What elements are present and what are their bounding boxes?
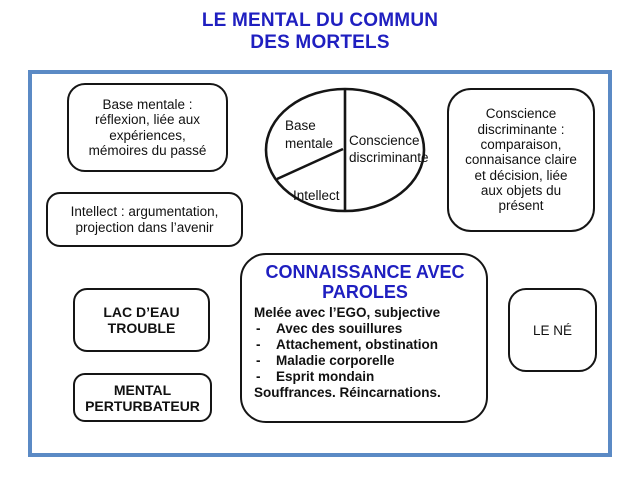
bullet-item xyxy=(254,321,476,337)
box-le-ne xyxy=(508,288,597,372)
bullet-item xyxy=(254,353,476,369)
bullet-text: Avec des souillures xyxy=(276,321,403,336)
pie-label-base-mentale: Base xyxy=(285,118,316,133)
box-conscience-line: comparaison, xyxy=(480,137,562,153)
box-base-mentale-line: Base mentale : xyxy=(102,96,193,112)
bullet-item xyxy=(254,337,476,353)
pie-divider-diagonal xyxy=(277,149,343,179)
box-mental-perturbateur xyxy=(73,373,212,422)
box-conscience-line: connaisance claire xyxy=(465,152,577,168)
box-connaissance-outro: Souffrances. Réincarnations. xyxy=(254,385,441,400)
box-intellect-line: Intellect : argumentation, xyxy=(70,204,219,219)
bullet-text: Esprit mondain xyxy=(276,369,375,384)
bullet-item xyxy=(254,369,476,385)
box-base-mentale-line: expériences, xyxy=(109,127,186,143)
box-connaissance-body xyxy=(254,305,476,401)
box-connaissance-title xyxy=(254,262,476,302)
box-conscience-line: présent xyxy=(498,198,544,214)
box-le-ne-label: LE NÉ xyxy=(532,322,573,338)
slide-title-line1: LE MENTAL DU COMMUN xyxy=(201,10,439,31)
box-conscience-line: Conscience xyxy=(485,106,557,122)
pie-label-conscience: discriminante xyxy=(349,150,429,165)
box-mental-line: MENTAL xyxy=(113,381,172,398)
box-base-mentale xyxy=(67,83,228,172)
bullet-text: Attachement, obstination xyxy=(276,337,439,352)
box-lac-line: TROUBLE xyxy=(107,320,176,336)
box-conscience-line: aux objets du xyxy=(480,182,562,198)
box-conscience-discriminante xyxy=(447,88,595,232)
box-connaissance-avec-paroles xyxy=(240,253,488,423)
box-mental-line: PERTURBATEUR xyxy=(85,397,200,414)
bullet-dash: - xyxy=(256,353,261,368)
box-intellect xyxy=(46,192,243,247)
box-conscience-line: discriminante : xyxy=(477,121,565,137)
bullet-dash: - xyxy=(256,321,261,336)
box-connaissance-intro: Melée avec l’EGO, subjective xyxy=(254,305,441,320)
box-base-mentale-line: mémoires du passé xyxy=(88,143,207,158)
bullet-dash: - xyxy=(256,337,261,352)
box-intellect-line: projection dans l’avenir xyxy=(75,219,214,235)
box-lac-line: LAC D’EAU xyxy=(103,304,180,320)
box-connaissance-title-line1: CONNAISSANCE AVEC xyxy=(265,262,465,282)
pie-label-conscience: Conscience xyxy=(349,133,420,148)
box-lac-deau-trouble xyxy=(73,288,210,352)
pie-chart xyxy=(255,82,435,217)
pie-label-intellect: Intellect xyxy=(293,188,340,203)
bullet-text: Maladie corporelle xyxy=(276,353,395,368)
slide-title xyxy=(0,10,640,54)
slide-title-line2: DES MORTELS xyxy=(250,32,390,53)
box-base-mentale-line: réflexion, liée aux xyxy=(94,112,201,127)
bullet-dash: - xyxy=(256,369,261,384)
box-conscience-line: et décision, liée xyxy=(474,167,568,183)
box-connaissance-title-line2: PAROLES xyxy=(322,282,408,302)
pie-label-base-mentale: mentale xyxy=(285,136,334,151)
